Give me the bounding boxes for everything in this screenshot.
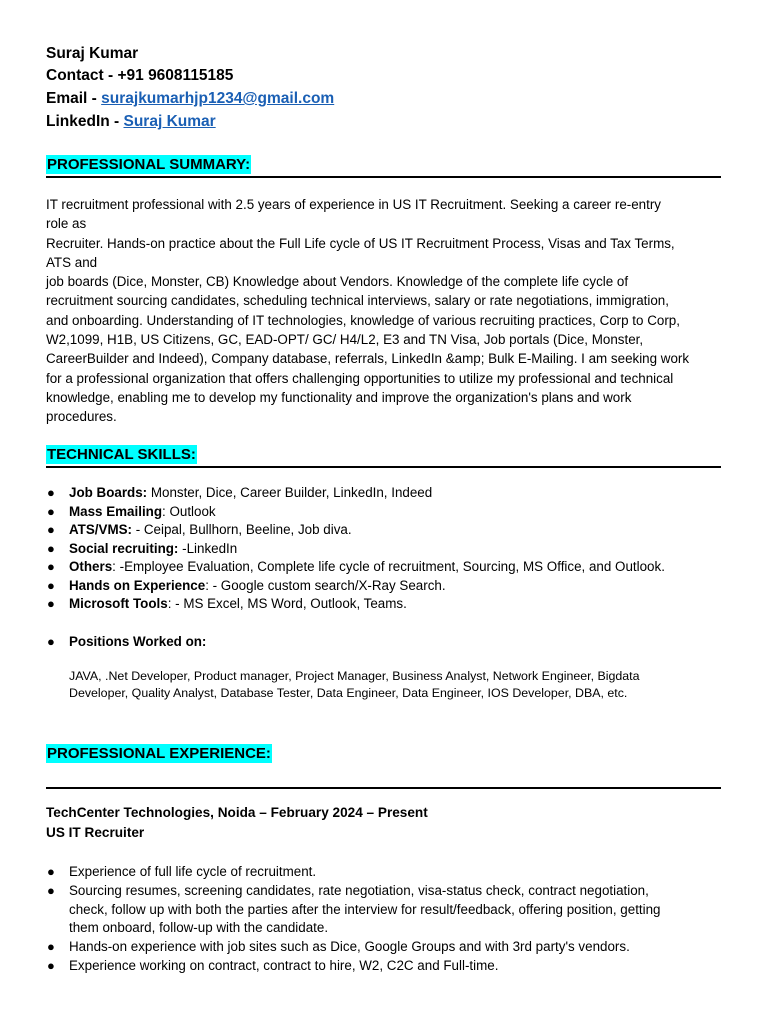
- bullet-icon: ●: [47, 939, 55, 955]
- email-line: [46, 88, 334, 110]
- experience-item: [46, 882, 736, 938]
- skill-label: Others: [69, 559, 113, 574]
- summary-line: IT recruitment professional with 2.5 years of experience in US IT Recruitment. Seeking a career re-entry: [46, 197, 662, 212]
- summary-heading: PROFESSIONAL SUMMARY:: [47, 156, 251, 173]
- summary-line: and onboarding. Understanding of IT technologies, knowledge of various recruiting practices, Corp to Corp,: [46, 312, 680, 328]
- positions-line: JAVA, .Net Developer, Product manager, Project Manager, Business Analyst, Network Engineer, Bigdata: [69, 669, 640, 683]
- experience-divider: [46, 787, 721, 789]
- skill-label: Social recruiting:: [69, 540, 179, 556]
- skill-label: Mass Emailing: [69, 503, 163, 519]
- summary-line: knowledge, enabling me to develop my functionality and improve the organization's plans and work: [46, 389, 632, 405]
- skill-item: [46, 503, 736, 522]
- experience-item: [46, 957, 736, 976]
- summary-line: job boards (Dice, Monster, CB) Knowledge about Vendors. Knowledge of the complete life cycle of: [46, 274, 629, 290]
- bullet-icon: ●: [47, 503, 55, 519]
- skill-item: [46, 540, 736, 559]
- skill-value: : -Employee Evaluation, Complete life cycle of recruitment, Sourcing, MS Office, and Outlook.: [112, 559, 665, 574]
- summary-line: procedures.: [46, 409, 117, 425]
- bullet-icon: ●: [47, 485, 55, 500]
- summary-line: recruitment sourcing candidates, scheduling technical interviews, salary or rate negotiations, immigration,: [46, 293, 669, 309]
- bullet-icon: ●: [47, 864, 55, 879]
- contact-line: Contact - +91 9608115185: [46, 67, 234, 84]
- experience-line: Hands-on experience with job sites such as Dice, Google Groups and with 3rd party's vendors.: [69, 939, 630, 955]
- candidate-name: Suraj Kumar: [46, 45, 139, 62]
- positions-list: [69, 668, 640, 702]
- skill-value: - Ceipal, Bullhorn, Beeline, Job diva.: [131, 522, 352, 537]
- skill-item: [46, 521, 736, 540]
- experience-line: check, follow up with both the parties after the interview for result/feedback, offering position, getting: [69, 901, 661, 917]
- experience-line: Experience working on contract, contract to hire, W2, C2C and Full-time.: [69, 957, 499, 973]
- positions-label: Positions Worked on:: [69, 633, 207, 649]
- experience-heading: PROFESSIONAL EXPERIENCE:: [47, 745, 271, 762]
- summary-line: CareerBuilder and Indeed), Company database, referrals, LinkedIn &amp; Bulk E-Mailing. I am seeking work: [46, 351, 690, 367]
- skill-value: -LinkedIn: [178, 540, 238, 556]
- bullet-icon: ●: [47, 577, 55, 593]
- skill-label: Job Boards:: [69, 485, 148, 500]
- experience-item: [46, 863, 736, 882]
- skill-item: [46, 484, 736, 503]
- skill-value: : - MS Excel, MS Word, Outlook, Teams.: [167, 596, 407, 611]
- linkedin-link[interactable]: Suraj Kumar: [123, 113, 216, 130]
- summary-line: ATS and: [46, 254, 98, 270]
- skill-item: [46, 595, 736, 614]
- summary-line: role as: [46, 216, 87, 232]
- bullet-icon: ●: [47, 559, 55, 574]
- skill-value: : Outlook: [162, 503, 216, 519]
- summary-line: Recruiter. Hands-on practice about the Full Life cycle of US IT Recruitment Process, Visas and Tax Terms,: [46, 235, 675, 251]
- skills-heading: TECHNICAL SKILLS:: [47, 446, 196, 463]
- skills-divider: [46, 466, 721, 468]
- linkedin-line: [46, 111, 216, 133]
- experience-line: Sourcing resumes, screening candidates, rate negotiation, visa-status check, contract negotiation,: [69, 882, 649, 898]
- skill-label: Microsoft Tools: [69, 596, 168, 611]
- company-line: TechCenter Technologies, Noida – February 2024 – Present: [46, 805, 428, 820]
- experience-item: [46, 938, 736, 957]
- bullet-icon: ●: [47, 957, 55, 973]
- skill-item: [46, 558, 736, 577]
- email-link[interactable]: surajkumarhjp1234@gmail.com: [101, 90, 335, 107]
- skill-value: Monster, Dice, Career Builder, LinkedIn, Indeed: [147, 485, 433, 500]
- positions-heading-item: [46, 633, 736, 652]
- summary-line: for a professional organization that offers challenging opportunities to utilize my professional and technical: [46, 370, 674, 386]
- bullet-icon: ●: [47, 633, 55, 649]
- skill-label: ATS/VMS:: [69, 522, 132, 537]
- summary-body: [46, 195, 724, 427]
- bullet-icon: ●: [47, 522, 55, 537]
- experience-bullets: [46, 863, 736, 976]
- skill-label: Hands on Experience: [69, 577, 206, 593]
- summary-line: W2,1099, H1B, US Citizens, GC, EAD-OPT/ GC/ H4/L2, E3 and TN Visa, Job portals (Dice, Monster,: [46, 332, 644, 348]
- positions-line: Developer, Quality Analyst, Database Tester, Data Engineer, Data Engineer, IOS Developer, DBA, etc.: [69, 686, 628, 700]
- experience-line: Experience of full life cycle of recruitment.: [69, 864, 317, 879]
- skill-item: [46, 577, 736, 596]
- skills-list: [46, 484, 736, 651]
- email-label: Email -: [46, 90, 102, 107]
- summary-divider: [46, 176, 721, 178]
- experience-line: them onboard, follow-up with the candidate.: [69, 920, 329, 936]
- bullet-icon: ●: [47, 596, 55, 611]
- linkedin-label: LinkedIn -: [46, 113, 124, 130]
- bullet-icon: ●: [47, 540, 55, 556]
- skill-value: : - Google custom search/X-Ray Search.: [205, 577, 446, 593]
- bullet-icon: ●: [47, 882, 55, 898]
- job-role: US IT Recruiter: [46, 825, 145, 840]
